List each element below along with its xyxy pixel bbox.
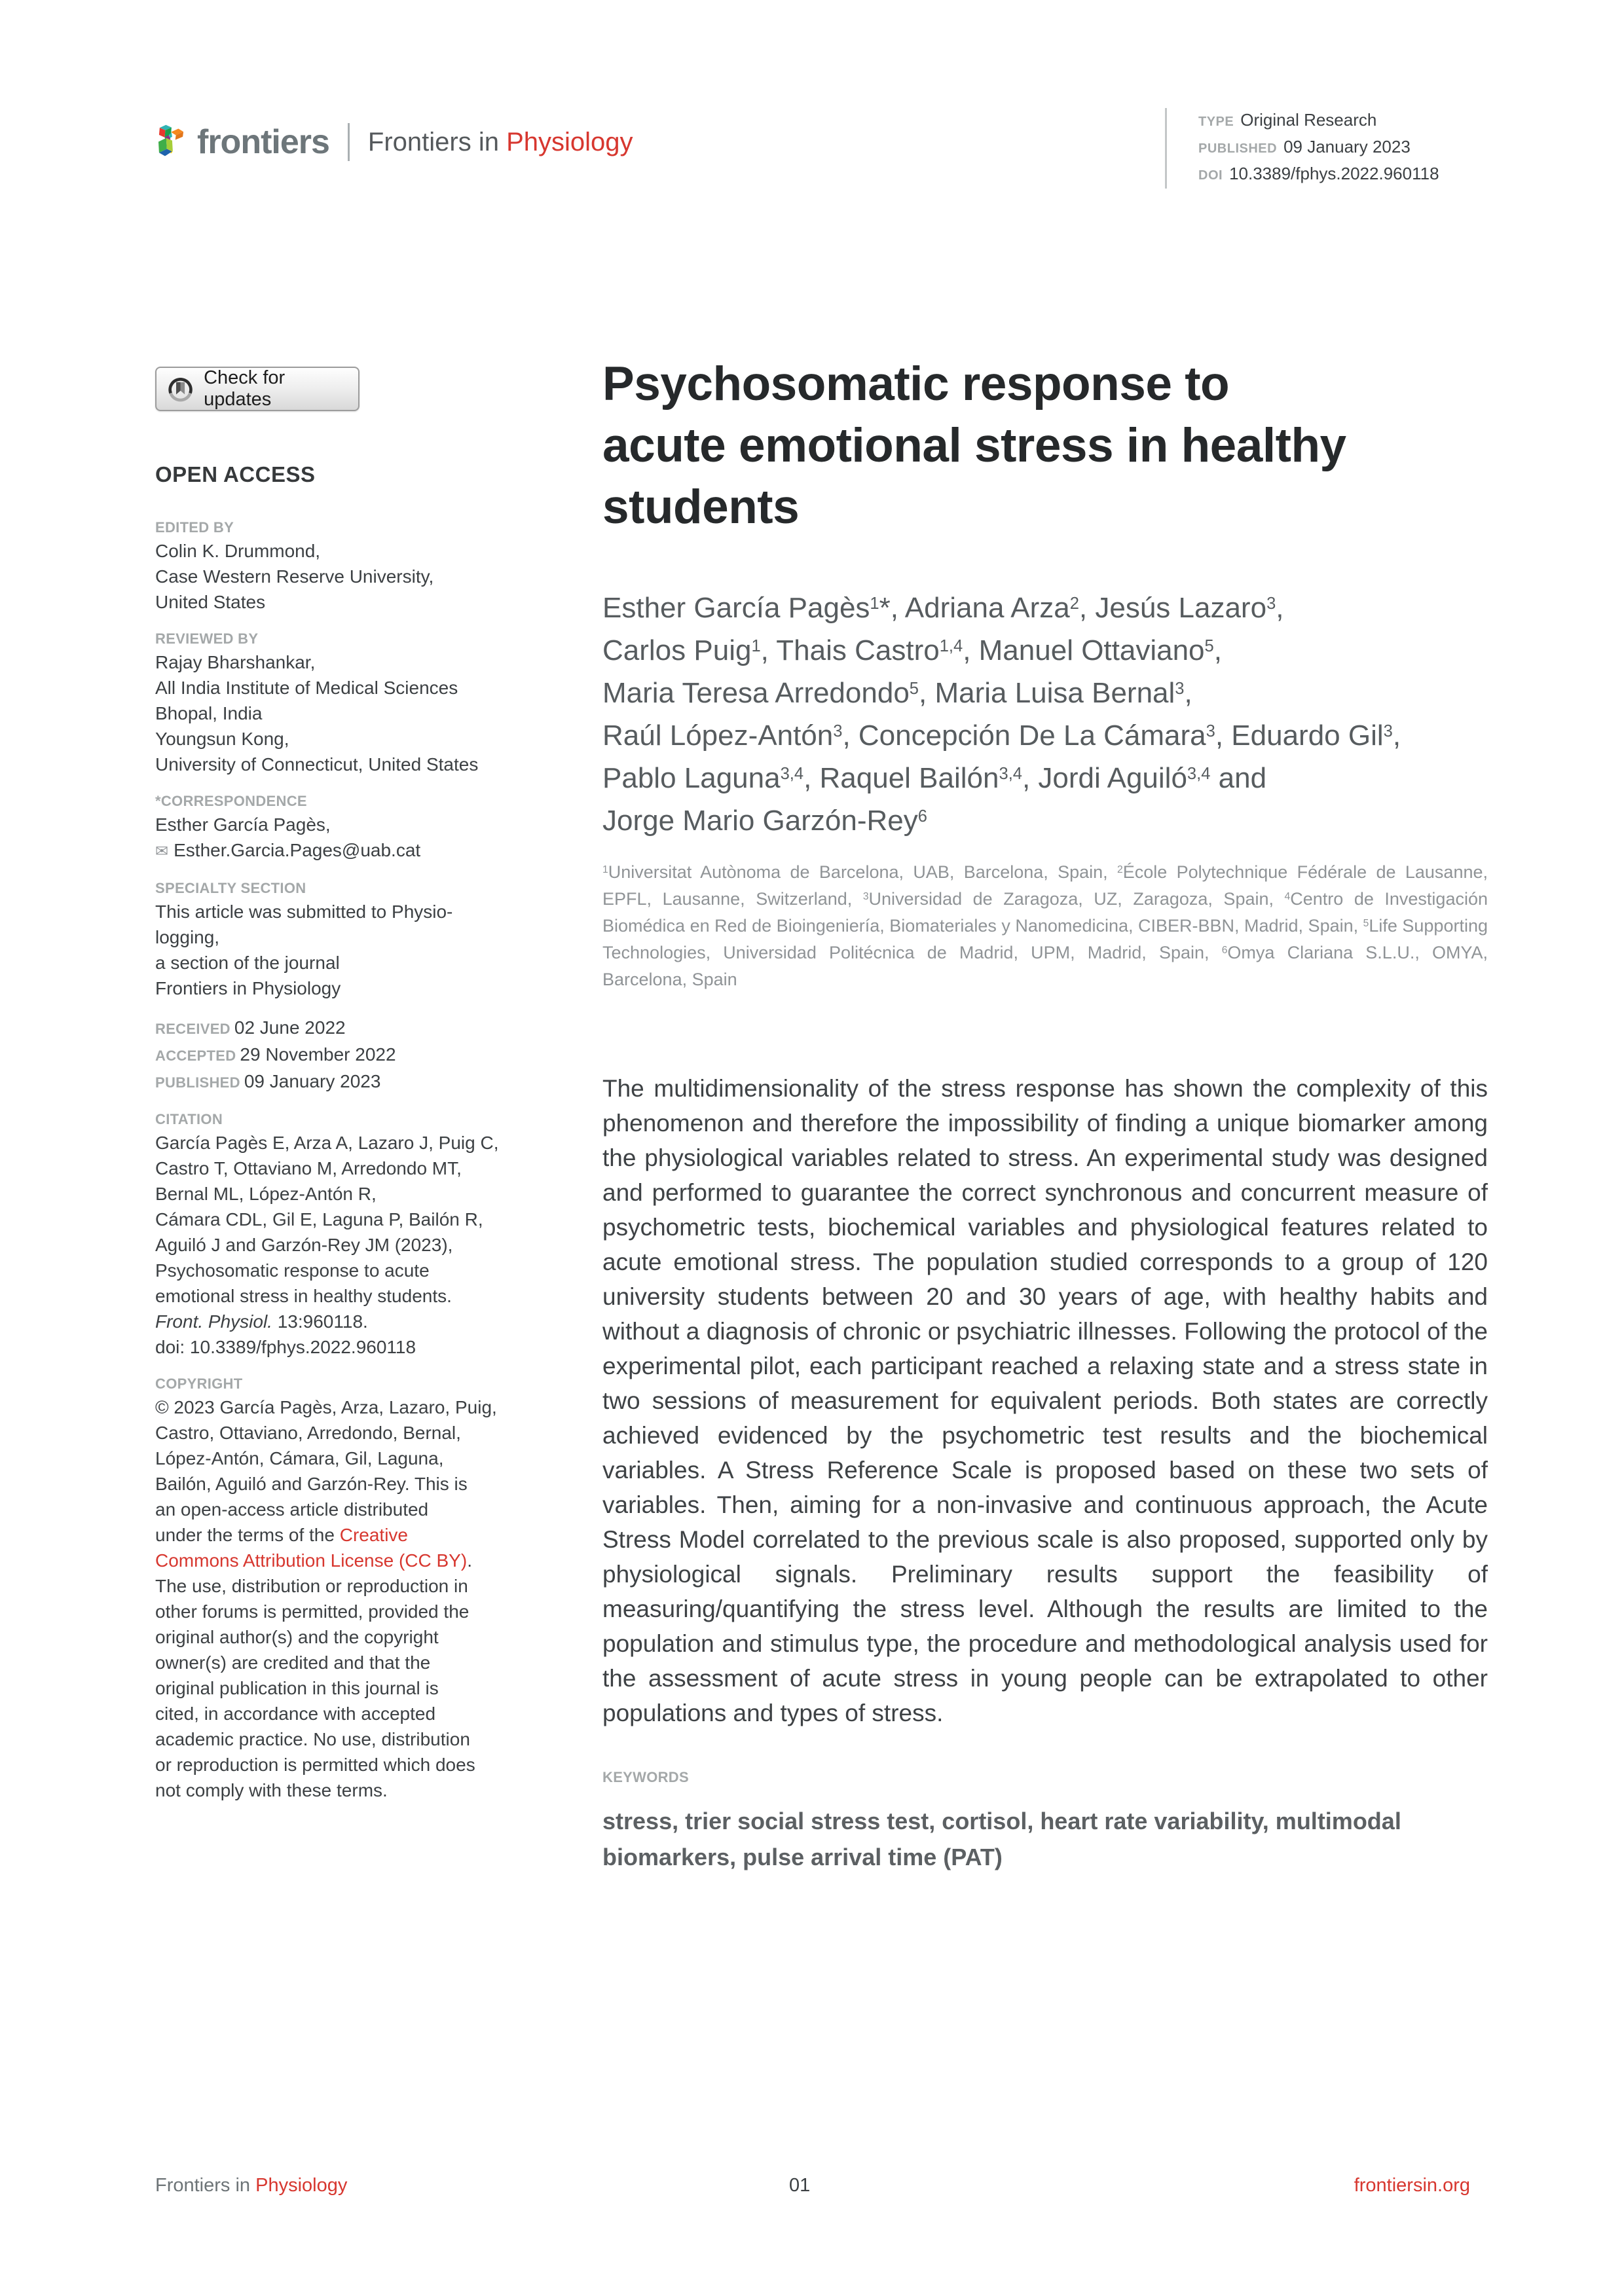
received-value: 02 June 2022 — [234, 1017, 346, 1038]
meta-type-row — [1198, 108, 1439, 135]
journal-name — [368, 128, 633, 157]
article-meta — [1165, 108, 1439, 189]
meta-type-label: TYPE — [1198, 115, 1234, 129]
footer-journal-prefix: Frontiers in — [155, 2175, 256, 2196]
abstract-paragraph: The multidimensionality of the stress response has shown the complexity of this phenomenon and therefore the impossibility of finding a unique biomarker among the physiological variables related to stress. An experimental study was designed and performed to guarantee the correct synchronous and concurrent measure of psychometric tests, biochemical variables and physiological features related to acute emotional stress. The population studied corresponds to a group of 120 university students between 20 and 30 years of age, with healthy habits and without a diagnosis of chronic or psychiatric illnesses. Following the protocol of the experimental pilot, each participant reached a relaxing state and a stress state in two sessions of measurement for equivalent periods. Both states are correctly achieved evidenced by the psychometric test results and the biochemical variables. A Stress Reference Scale is proposed based on these two sets of variables. Then, aiming for a non-invasive and continuous approach, the Acute Stress Model correlated to the previous scale is also proposed, supported only by physiological signals. Preliminary results support the feasibility of measuring/quantifying the stress level. Although the results are limited to the population and stimulus type, the procedure and methodological analysis used for the assessment of acute stress in young people can be extrapolated to other populations and types of stress. — [602, 1075, 1488, 1726]
brand-divider — [348, 123, 350, 161]
published-label: PUBLISHED — [155, 1074, 240, 1091]
accepted-label: ACCEPTED — [155, 1048, 236, 1064]
journal-prefix: Frontiers in — [367, 127, 507, 156]
copyright-section — [155, 1374, 535, 1803]
header-brand — [155, 122, 633, 162]
edited-by-text: Colin K. Drummond, Case Western Reserve University, United States — [155, 541, 434, 612]
specialty-text: This article was submitted to Physio- logging, a section of the journal Frontiers in Physiology — [155, 902, 453, 998]
reviewed-by-label: REVIEWED BY — [155, 630, 259, 647]
meta-doi-value: 10.3389/fphys.2022.960118 — [1229, 164, 1439, 183]
sidebar — [155, 462, 535, 1817]
envelope-icon: ✉ — [155, 843, 169, 860]
check-for-updates-label: Check for updates — [204, 367, 286, 410]
author-list: Esther García Pagès$^1$*, Adriana Arza$^2$, Jesús Lazaro$^3$, Carlos Puig$^1$, Thais Castro$^{1,4}$, Manuel Ottaviano$^5$, Maria Teresa Arredondo$^5$, Maria Luisa Bernal$^3$, Raúl López-Antón$^3$, Concepción De La Cámara$^3$, Eduardo Gil$^3$, Pablo Laguna$^{3,4}$, Raquel Bailón$^{3,4}$, Jordi Aguiló$^{3,4}$ and Jorge Mario Garzón-Rey$^6$ — [602, 592, 1401, 837]
specialty-label: SPECIALTY SECTION — [155, 880, 306, 896]
correspondence-name: Esther García Pagès, — [155, 814, 331, 835]
accepted-row — [155, 1042, 535, 1068]
copyright-text: © 2023 García Pagès, Arza, Lazaro, Puig, Castro, Ottaviano, Arredondo, Bernal, López-Antón, Cámara, Gil, Laguna, Bailón, Aguiló and Garzón-Rey. This is an open-access article distributed under the terms of the Creative Commons Attribution License (CC BY). The use, distribution or reproduction in other forums is permitted, provided the original author(s) and the copyright owner(s) are credited and that the original publication in this journal is cited, in accordance with accepted academic practice. No use, distribution or reproduction is permitted which does not comply with these terms. — [155, 1397, 497, 1800]
edited-by-label: EDITED BY — [155, 519, 234, 536]
frontiers-logo-icon — [155, 122, 187, 162]
meta-doi-row — [1198, 162, 1439, 189]
footer-journal-name: Physiology — [255, 2175, 348, 2196]
frontiers-wordmark: frontiers — [197, 123, 329, 161]
published-value: 09 January 2023 — [244, 1071, 381, 1091]
correspondence-label: *CORRESPONDENCE — [155, 793, 307, 809]
correspondence-section — [155, 791, 535, 864]
meta-type-value: Original Research — [1240, 110, 1377, 130]
accepted-value: 29 November 2022 — [240, 1044, 396, 1065]
keywords-text: stress, trier social stress test, cortisol, heart rate variability, multimodal biomarkers, pulse arrival time (PAT) — [602, 1808, 1401, 1870]
specialty-section — [155, 878, 535, 1001]
keywords-label: KEYWORDS — [602, 1769, 689, 1785]
correspondence-email-link[interactable]: Esther.Garcia.Pages@uab.cat — [174, 840, 421, 860]
check-for-updates-button[interactable] — [155, 367, 360, 411]
received-row — [155, 1015, 535, 1042]
published-row — [155, 1068, 535, 1095]
reviewed-by-section — [155, 629, 535, 777]
meta-published-row — [1198, 135, 1439, 162]
citation-text: García Pagès E, Arza A, Lazaro J, Puig C, Castro T, Ottaviano M, Arredondo MT, Bernal ML, López-Antón R, Cámara CDL, Gil E, Laguna P, Bailón R, Aguiló J and Garzón-Rey JM (2023), Psychosomatic response to acute emotional stress in healthy students. Front. Physiol. 13:960118. doi: 10.3389/fphys.2022.960118 — [155, 1133, 499, 1357]
meta-published-value: 09 January 2023 — [1283, 137, 1411, 156]
open-access-heading: OPEN ACCESS — [155, 462, 316, 486]
copyright-label: COPYRIGHT — [155, 1376, 243, 1392]
citation-section — [155, 1109, 535, 1360]
crossmark-icon — [167, 374, 194, 403]
edited-by-section — [155, 517, 535, 615]
article-title: Psychosomatic response to acute emotional stress in healthy students — [602, 357, 1346, 534]
affiliations: $^1$Universitat Autònoma de Barcelona, UAB, Barcelona, Spain, $^2$École Polytechnique Fédérale de Lausanne, EPFL, Lausanne, Switzerland, $^3$Universidad de Zaragoza, UZ, Zaragoza, Spain, $^4$Centro de Investigación Biomédica en Red de Bioingeniería, Biomateriales y Nanomedicina, CIBER-BBN, Madrid, Spain, $^5$Life Supporting Technologies, Universidad Politécnica de Madrid, UPM, Madrid, Spain, $^6$Omya Clariana S.L.U., OMYA, Barcelona, Spain — [602, 862, 1488, 989]
footer-journal — [155, 2175, 347, 2196]
journal-physiology: Physiology — [506, 127, 633, 156]
footer-site-link[interactable]: frontiersin.org — [1354, 2175, 1470, 2196]
citation-label: CITATION — [155, 1111, 223, 1127]
reviewed-by-text: Rajay Bharshankar, All India Institute of Medical Sciences Bhopal, India Youngsun Kong, University of Connecticut, United States — [155, 652, 479, 774]
meta-published-label: PUBLISHED — [1198, 141, 1278, 156]
received-label: RECEIVED — [155, 1021, 231, 1037]
footer-page-number: 01 — [789, 2175, 811, 2196]
meta-doi-label: DOI — [1198, 168, 1223, 183]
dates-section — [155, 1015, 535, 1095]
correspondence-text — [155, 812, 535, 864]
